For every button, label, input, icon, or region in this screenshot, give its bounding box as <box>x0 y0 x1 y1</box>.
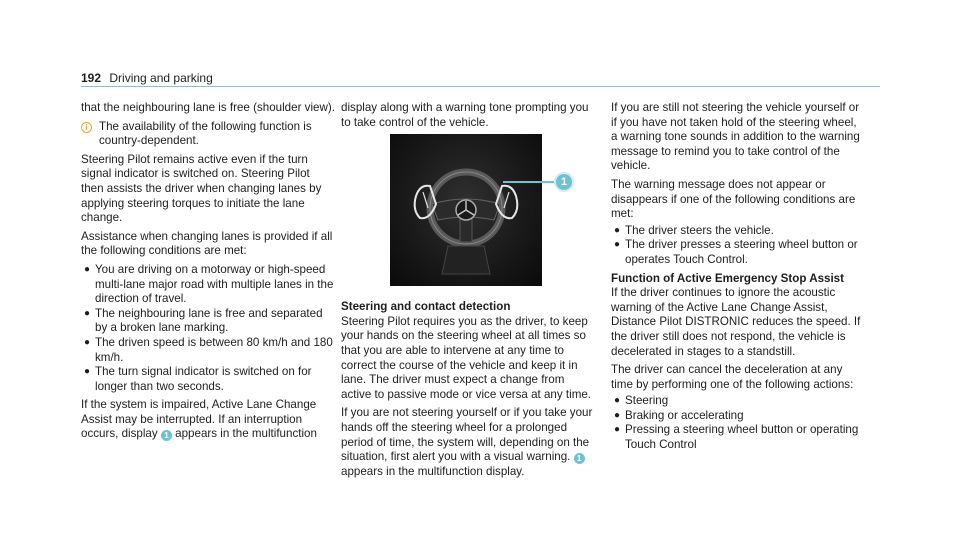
list-item-text: You are driving on a motorway or high-speed multi-lane major road with multiple lanes in the direction of travel. <box>95 262 334 306</box>
list-item-text: Braking or accelerating <box>625 408 744 422</box>
note-text: The availability of the following function is country-dependent. <box>99 119 312 148</box>
paragraph: that the neighbouring lane is free (shoulder view). <box>81 101 335 114</box>
list-item <box>611 224 865 239</box>
figure-image <box>390 134 542 286</box>
section-heading: Steering and contact detection <box>341 300 511 314</box>
list-item <box>81 307 335 336</box>
paragraph <box>81 398 335 442</box>
column-3 <box>611 101 865 457</box>
steering-wheel-figure <box>341 134 595 286</box>
bullet-icon: ● <box>614 239 621 251</box>
paragraph: If you are still not steering the vehicle yourself or if you have not taken hold of the steering wheel, a warning tone sounds in addition to the warning message to remind you to take control of the vehicle. <box>611 101 860 173</box>
paragraph: Assistance when changing lanes is provided if all the following conditions are met: <box>81 229 333 258</box>
page-header <box>81 71 213 86</box>
bullet-icon: ● <box>614 395 621 407</box>
list-item <box>611 423 865 452</box>
paragraph: If the driver continues to ignore the acoustic warning of the Active Lane Change Assist, Distance Pilot DISTRONIC reduces the speed. If the driver still does not respond, the vehicle is decelerated in stages to a standstill. <box>611 286 861 358</box>
info-icon: i <box>81 122 92 133</box>
bullet-icon: ● <box>614 224 621 236</box>
list-item <box>81 263 335 307</box>
callout-line <box>503 181 557 183</box>
paragraph: Steering Pilot remains active even if the turn signal indicator is switched on. Steering Pilot then assists the driver when changing lanes by applying steering torques to initiate the lane change. <box>81 152 322 225</box>
header-rule <box>81 86 880 87</box>
list-item <box>81 365 335 394</box>
bullet-icon: ● <box>84 366 91 378</box>
conditions-list <box>81 263 335 394</box>
column-1 <box>81 101 335 446</box>
bullet-icon: ● <box>84 336 91 348</box>
paragraph: The driver can cancel the deceleration at any time by performing one of the following actions: <box>611 363 854 391</box>
column-2 <box>341 101 595 483</box>
actions-list <box>611 394 865 452</box>
list-item <box>611 409 865 424</box>
section-title: Driving and parking <box>109 71 213 85</box>
list-item-text: The driver steers the vehicle. <box>625 223 774 237</box>
list-item <box>611 238 865 267</box>
list-item-text: The turn signal indicator is switched on for longer than two seconds. <box>95 365 312 393</box>
paragraph: Steering Pilot requires you as the driver, to keep your hands on the steering wheel at all times so that you are able to intervene at any time to correct the course of the vehicle and keep it in lane. The driver must expect a change from active to passive mode or vice versa at any time. <box>341 314 592 401</box>
bullet-icon: ● <box>614 424 621 436</box>
list-item <box>81 336 335 365</box>
list-item-text: Steering <box>625 394 669 408</box>
display-badge: 1 <box>161 430 172 441</box>
list-item-text: The driver presses a steering wheel button or operates Touch Control. <box>625 238 858 266</box>
list-item-text: The neighbouring lane is free and separated by a broken lane marking. <box>95 306 323 335</box>
paragraph-text: appears in the multifunction display. <box>341 464 525 478</box>
section-heading: Function of Active Emergency Stop Assist <box>611 271 844 285</box>
paragraph-text: If you are not steering yourself or if you take your hands off the steering wheel for a prolonged period of time, the system will, depending on the situation, first alert you with a visual warning. <box>341 406 593 464</box>
bullet-icon: ● <box>84 263 91 275</box>
display-badge: 1 <box>574 453 585 464</box>
bullet-icon: ● <box>614 409 621 421</box>
list-item-text: The driven speed is between 80 km/h and 180 km/h. <box>95 335 333 364</box>
info-note <box>81 120 335 149</box>
conditions-list <box>611 224 865 268</box>
paragraph-text: appears in the multifunction <box>175 427 317 441</box>
steering-wheel-icon <box>390 134 542 286</box>
list-item-text: Pressing a steering wheel button or operating Touch Control <box>625 423 859 452</box>
list-item <box>611 394 865 409</box>
paragraph-text: If the system is impaired, Active Lane Change Assist may be interrupted. If an interruption occurs, display <box>81 398 317 441</box>
callout-badge: 1 <box>554 172 574 192</box>
paragraph: The warning message does not appear or disappears if one of the following conditions are met: <box>611 177 856 221</box>
paragraph <box>341 406 595 479</box>
paragraph: display along with a warning tone prompting you to take control of the vehicle. <box>341 101 589 129</box>
page-number: 192 <box>81 71 102 85</box>
bullet-icon: ● <box>84 307 91 319</box>
